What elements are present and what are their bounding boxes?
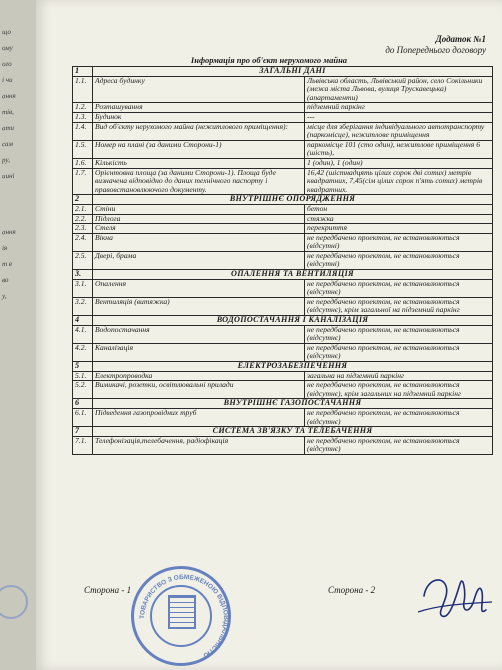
row-label: Опалення xyxy=(93,279,305,297)
table-row xyxy=(73,112,493,122)
section-number: 2 xyxy=(73,195,93,205)
row-label: Каналізація xyxy=(93,343,305,361)
section-header-row xyxy=(73,316,493,326)
row-value: не передбачено проектом, не встановлюються (відсутнє) xyxy=(305,436,493,454)
row-value: стяжка xyxy=(305,214,493,224)
row-value: підземний паркінг xyxy=(305,103,493,113)
section-number: 1 xyxy=(73,67,93,77)
property-info-table xyxy=(72,66,493,455)
section-header-row xyxy=(73,427,493,437)
row-num: 3.1. xyxy=(73,279,93,297)
document-title: Інформація про об'єкт нерухомого майна xyxy=(190,55,348,65)
table-row xyxy=(73,297,493,315)
appendix-header xyxy=(385,34,486,56)
row-label: Розташування xyxy=(93,103,305,113)
row-value: місце для зберігання індивідуального автотранспорту (паркомісце), нежитлове приміщення xyxy=(305,122,493,140)
handwritten-signature xyxy=(416,566,496,626)
table-row xyxy=(73,279,493,297)
adjacent-page-fragment: ання xyxy=(1,91,16,101)
table-row xyxy=(73,158,493,168)
section-number: 3. xyxy=(73,270,93,280)
adjacent-page-fragment: і чи xyxy=(1,75,13,85)
row-label: Адреса будинку xyxy=(93,76,305,103)
row-value: не передбачено проектом, не встановлюються (відсутнє) xyxy=(305,343,493,361)
section-number: 7 xyxy=(73,427,93,437)
document-page xyxy=(36,0,502,670)
adjacent-page-fragment: у, xyxy=(1,291,7,301)
row-num: 2.2. xyxy=(73,214,93,224)
section-number: 4 xyxy=(73,316,93,326)
adjacent-page-fragment: ія xyxy=(1,243,8,253)
row-num: 5.2. xyxy=(73,381,93,399)
row-value: перекриття xyxy=(305,224,493,234)
row-label: Водопостачання xyxy=(93,325,305,343)
row-value: не передбачено проектом, не встановлюються (відсутні) xyxy=(305,251,493,269)
table-row xyxy=(73,214,493,224)
row-num: 4.2. xyxy=(73,343,93,361)
table-row xyxy=(73,204,493,214)
row-label: Стіни xyxy=(93,204,305,214)
adjacent-page-fragment: во xyxy=(1,275,9,285)
row-label: Підведення газопровідних труб xyxy=(93,408,305,426)
table-row xyxy=(73,224,493,234)
row-label: Стеля xyxy=(93,224,305,234)
row-label: Вентиляція (витяжка) xyxy=(93,297,305,315)
table-row xyxy=(73,233,493,251)
section-title: СИСТЕМА ЗВ'ЯЗКУ ТА ТЕЛЕБАЧЕННЯ xyxy=(93,427,493,437)
adjacent-page-fragment: тів, xyxy=(1,107,14,117)
row-num: 1.2. xyxy=(73,103,93,113)
row-value: не передбачено проектом, не встановлюються (відсутнє) xyxy=(305,408,493,426)
adjacent-page-fragment: иині xyxy=(1,171,15,181)
row-label: Вікна xyxy=(93,233,305,251)
section-title: ОПАЛЕННЯ ТА ВЕНТИЛЯЦІЯ xyxy=(93,270,493,280)
table-row xyxy=(73,381,493,399)
adjacent-page-fragment: ого xyxy=(1,59,12,69)
appendix-subtitle: до Попереднього договору xyxy=(385,45,486,55)
section-title: ВОДОПОСТАЧАННЯ І КАНАЛІЗАЦІЯ xyxy=(93,316,493,326)
row-value: не передбачено проектом, не встановлюються (відсутнє) xyxy=(305,325,493,343)
company-seal-stamp xyxy=(131,566,231,666)
table-row xyxy=(73,325,493,343)
row-label: Номер на плані (за даними Сторони-1) xyxy=(93,140,305,158)
table-row xyxy=(73,436,493,454)
section-header-row xyxy=(73,362,493,372)
row-label: Будинок xyxy=(93,112,305,122)
table-row xyxy=(73,103,493,113)
adjacent-page-fragment: сам xyxy=(1,139,14,149)
adjacent-page-fragment: що xyxy=(1,27,12,37)
section-header-row xyxy=(73,270,493,280)
row-num: 5.1. xyxy=(73,371,93,381)
row-num: 3.2. xyxy=(73,297,93,315)
party1-signature-label: Сторона - 1 xyxy=(84,585,132,595)
row-label: Підлога xyxy=(93,214,305,224)
section-title: ЗАГАЛЬНІ ДАНІ xyxy=(93,67,493,77)
row-num: 1.6. xyxy=(73,158,93,168)
row-value: 1 (один), 1 (один) xyxy=(305,158,493,168)
svg-text:ТОВАРИСТВО З ОБМЕЖЕНОЮ ВІДПОВІ: ТОВАРИСТВО З ОБМЕЖЕНОЮ ВІДПОВІДАЛЬНІСТЮ xyxy=(138,573,230,659)
row-label: Телефонізація,телебачення, радіофікація xyxy=(93,436,305,454)
section-title: ВНУТРІШНЄ ОПОРЯДЖЕННЯ xyxy=(93,195,493,205)
row-num: 6.1. xyxy=(73,408,93,426)
table-row xyxy=(73,251,493,269)
adjacent-page-fragment: ати xyxy=(1,123,15,133)
row-label: Вимикачі, розетки, освітлювальні прилади xyxy=(93,381,305,399)
section-number: 5 xyxy=(73,362,93,372)
row-value: паркомісце 101 (сто один), нежитлове приміщення 6 (шість), xyxy=(305,140,493,158)
adjacent-page-fragment: ому xyxy=(1,43,13,53)
row-num: 7.1. xyxy=(73,436,93,454)
adjacent-page-fragment: т в xyxy=(1,259,12,269)
row-num: 2.3. xyxy=(73,224,93,234)
row-value: 16,42 (шістнадцять цілих сорок дві сотих) метрів квадратних, 7,45(сім цілих сорок п'ять сотих) метрів квадратних. xyxy=(305,168,493,195)
row-num: 1.5. xyxy=(73,140,93,158)
building-icon xyxy=(168,595,196,629)
row-num: 1.7. xyxy=(73,168,93,195)
row-value: бетон xyxy=(305,204,493,214)
table-row xyxy=(73,343,493,361)
adjacent-page-fragment: ру, xyxy=(1,155,11,165)
row-value: не передбачено проектом, не встановлюються (відсутнє) xyxy=(305,279,493,297)
section-title: ЕЛЕКТРОЗАБЕЗПЕЧЕННЯ xyxy=(93,362,493,372)
table-row xyxy=(73,76,493,103)
row-num: 1.3. xyxy=(73,112,93,122)
table-row xyxy=(73,122,493,140)
adjacent-page-fragment: ання xyxy=(1,227,16,237)
row-label: Кількість xyxy=(93,158,305,168)
row-num: 2.1. xyxy=(73,204,93,214)
table-row xyxy=(73,168,493,195)
row-num: 2.5. xyxy=(73,251,93,269)
table-row xyxy=(73,408,493,426)
row-label: Вид об'єкту нерухомого майна (нежитлового приміщення): xyxy=(93,122,305,140)
appendix-number: Додаток №1 xyxy=(435,34,486,44)
row-num: 1.1. xyxy=(73,76,93,103)
party2-signature-label: Сторона - 2 xyxy=(328,585,376,595)
row-label: Електропроводка xyxy=(93,371,305,381)
row-num: 1.4. xyxy=(73,122,93,140)
row-value: не передбачено проектом, не встановлюються (відсутнє), крім загальної на підземний паркінг xyxy=(305,297,493,315)
section-title: ВНУТРІШНЄ ГАЗОПОСТАЧАННЯ xyxy=(93,399,493,409)
row-value: не передбачено проектом, не встановлюються (відсутнє), крім загальних на підземний паркінг xyxy=(305,381,493,399)
row-value: не передбачено проектом, не встановлюються (відсутні) xyxy=(305,233,493,251)
adjacent-page-edge xyxy=(0,0,36,670)
row-num: 2.4. xyxy=(73,233,93,251)
section-number: 6 xyxy=(73,399,93,409)
row-label: Орієнтовна площа (за даними Сторони-1). Площа буде визначена відповідно до даних технічного паспорту і правовстановлюючого документу. xyxy=(93,168,305,195)
row-value: загальна на підземний паркінг xyxy=(305,371,493,381)
table-row xyxy=(73,140,493,158)
section-header-row xyxy=(73,67,493,77)
row-value: --- xyxy=(305,112,493,122)
row-label: Двері, брама xyxy=(93,251,305,269)
row-value: Львівська область, Львівський район, село Сокільники (межа міста Львова, вулиця Трускавецька)(апартаменти) xyxy=(305,76,493,103)
section-header-row xyxy=(73,195,493,205)
adjacent-page-stamp xyxy=(0,585,28,619)
row-num: 4.1. xyxy=(73,325,93,343)
